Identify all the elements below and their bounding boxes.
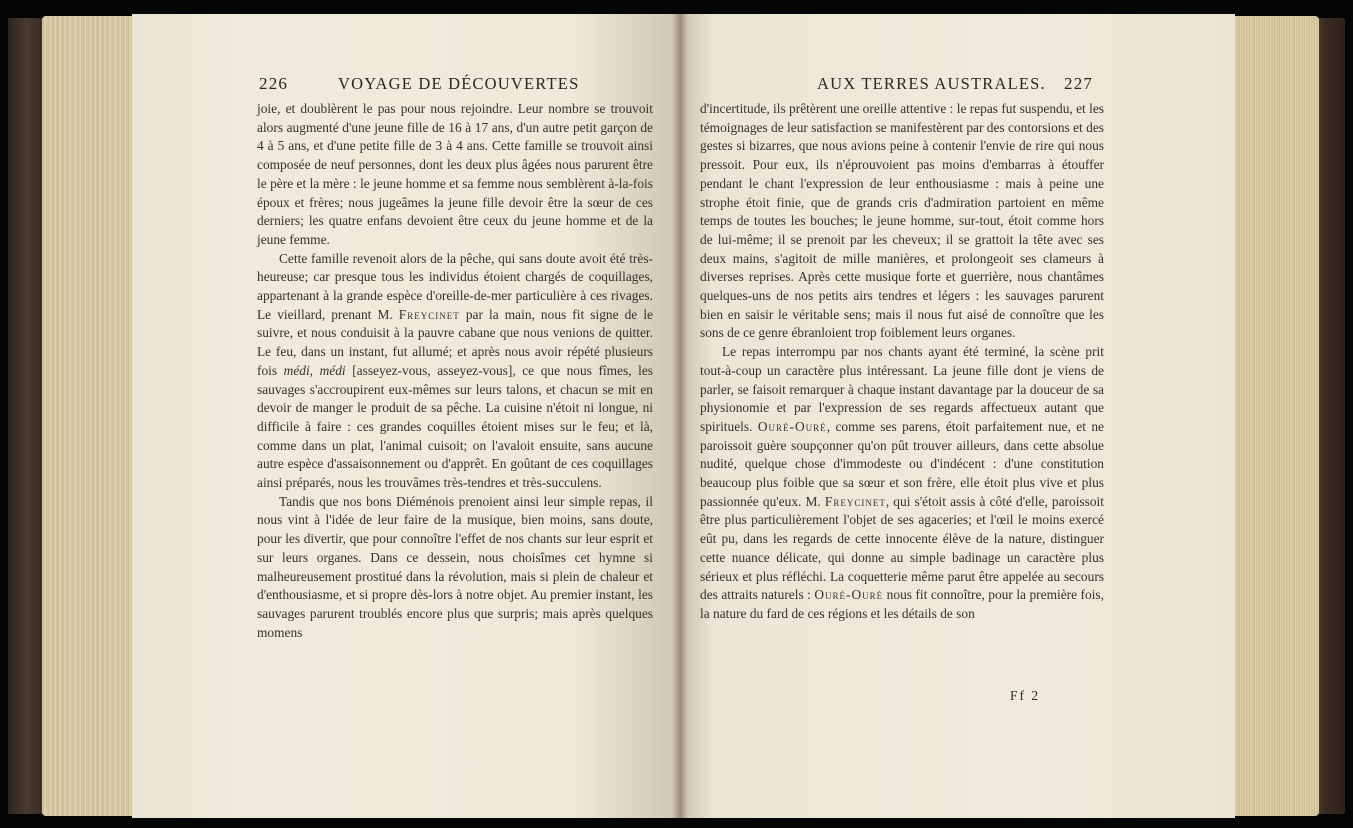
left-page-number: 226 [259, 74, 289, 93]
text-run: d'incertitude, ils prêtèrent une oreille attentive : le repas fut suspendu, et les témoignages de leur satisfaction se manifestèrent par des contorsions et des gestes si bizarres, que nous avions peine à contenir l'envie de rire qui nous pressoit. Pour eux, ils n'éprouvoient pas moins d'embarras à étouffer pendant le chant l'expression de leur enthousiasme : mais à peine une strophe étoit finie, que de grands cris d'admiration partoient en même temps de toutes les bouches; le jeune homme, sur-tout, étoit comme hors de lui-même; il se prenoit par les cheveux; il se grattoit la tête avec ses deux mains, s'agitoit de mille manières, et prolongeoit ses clameurs à diverses reprises. Après cette musique forte et guerrière, nous chantâmes quelques-uns de nos petits airs tendres et légers : les sauvages parurent bien en saisir le véritable sens; mais il nous fut aisé de connoître que les sons de ce genre ébranloient trop foiblement leurs organes. [700, 101, 1104, 341]
right-page-text [700, 100, 1104, 624]
left-page [132, 14, 680, 818]
right-page-number: 227 [1064, 74, 1094, 93]
text-run: par la main, nous fit signe de le suivre, et nous conduisit à la pauvre cabane que nous venions de quitter. Le feu, dans un instant, fut allumé; et après nous avoir répété plusieurs fois [257, 306, 653, 378]
text-run: nous fit connoître, pour la première fois, la nature du fard de ces régions et les détails de son [700, 587, 1104, 621]
signature-mark: Ff 2 [1010, 688, 1041, 703]
italic-phrase: médi, médi [283, 362, 346, 378]
paragraph [257, 100, 653, 250]
small-caps-name: Ouré-Ouré [814, 587, 884, 603]
small-caps-name: Freycinet [398, 306, 460, 322]
small-caps-name: Ouré-Ouré [757, 418, 827, 434]
text-run: Cette famille revenoit alors de la pêche, qui sans doute avoit été très-heureuse; car presque tous les individus étoient chargés de coquillages, appartenant à la grande espèce d'oreille-de-mer particulière à ces rivages. Le vieillard, prenant M. [257, 250, 653, 322]
text-run: [asseyez-vous, asseyez-vous], ce que nous fîmes, les sauvages s'accroupirent eux-mêmes sur leurs talons, et chacun se mit en devoir de manger le produit de sa pêche. La cuisine n'étoit ni longue, ni difficile à faire : ces grandes coquilles étoient mises sur le feu; et là, comme dans un plat, l'animal cuisoit; on l'avaloit ensuite, sans aucune autre espèce d'assaisonnement ou d'apprêt. En goûtant de ces coquillages ainsi préparés, nous les trouvâmes très-tendres et très-succulens. [257, 362, 653, 491]
right-running-head: AUX TERRES AUSTRALES. [817, 74, 1046, 93]
paragraph [257, 493, 653, 643]
paragraph [700, 343, 1104, 624]
paragraph [257, 250, 653, 493]
left-page-text [257, 100, 653, 642]
left-running-head: VOYAGE DE DÉCOUVERTES [338, 74, 580, 93]
text-run: joie, et doublèrent le pas pour nous rejoindre. Leur nombre se trouvoit alors augmenté d'une jeune fille de 16 à 17 ans, d'un autre petit garçon de 4 à 5 ans, et d'une petite fille de 3 à 4 ans. Cette famille se trouvoit ainsi composée de neuf personnes, dont les deux plus âgées nous parurent être le père et la mère : le jeune homme et sa femme nous semblèrent à-la-fois époux et frères; nous jugeâmes la jeune fille devoir être la sœur de ces derniers; les quatre enfans devoient être ceux du jeune homme et de la jeune femme. [257, 101, 653, 247]
right-page [680, 14, 1235, 818]
right-page-block [1235, 16, 1319, 816]
text-run: , qui s'étoit assis à côté d'elle, paroissoit être plus particulièrement l'objet de ses agaceries; et l'œil le moins exercé eût pu, dans les regards de cette innocente élève de la nature, distinguer cette nuance délicate, qui donne au simple badinage un caractère plus sérieux et plus réfléchi. La coquetterie même parut être appelée au secours des attraits naturels : [700, 493, 1104, 603]
left-page-block [42, 16, 134, 816]
small-caps-name: Freycinet [824, 493, 886, 509]
text-run: Le repas interrompu par nos chants ayant été terminé, la scène prit tout-à-coup un caractère plus intéressant. La jeune fille dont je viens de parler, se faisoit remarquer à chaque instant davantage par la douceur de sa physionomie et par l'expression de ses regards affectueux autant que spirituels. [700, 344, 1104, 434]
open-book [8, 12, 1345, 820]
text-run: Tandis que nos bons Diéménois prenoient ainsi leur simple repas, il nous vint à l'idée de leur faire de la musique, bien moins, sans doute, pour les divertir, que pour connoître l'effet de nos chants sur leur esprit et sur leurs organes. Dans ce dessein, nous choisîmes cet hymne si malheureusement prostitué dans la révolution, mais si plein de chaleur et d'enthousiasme, et si propre dès-lors à notre objet. Au premier instant, les sauvages parurent troublés encore plus que surpris; mais après quelques momens [257, 493, 653, 640]
gutter-shadow [672, 14, 688, 818]
paragraph [700, 100, 1104, 343]
text-run: , comme ses parens, étoit parfaitement nue, et ne paroissoit guère soupçonner qu'on pût trouver ailleurs, dans cette absolue nudité, quelque chose d'immodeste ou d'indécent : d'une constitution beaucoup plus foible que sa sœur et son frère, elle étoit plus vive et plus passionnée qu'eux. M. [700, 418, 1104, 509]
